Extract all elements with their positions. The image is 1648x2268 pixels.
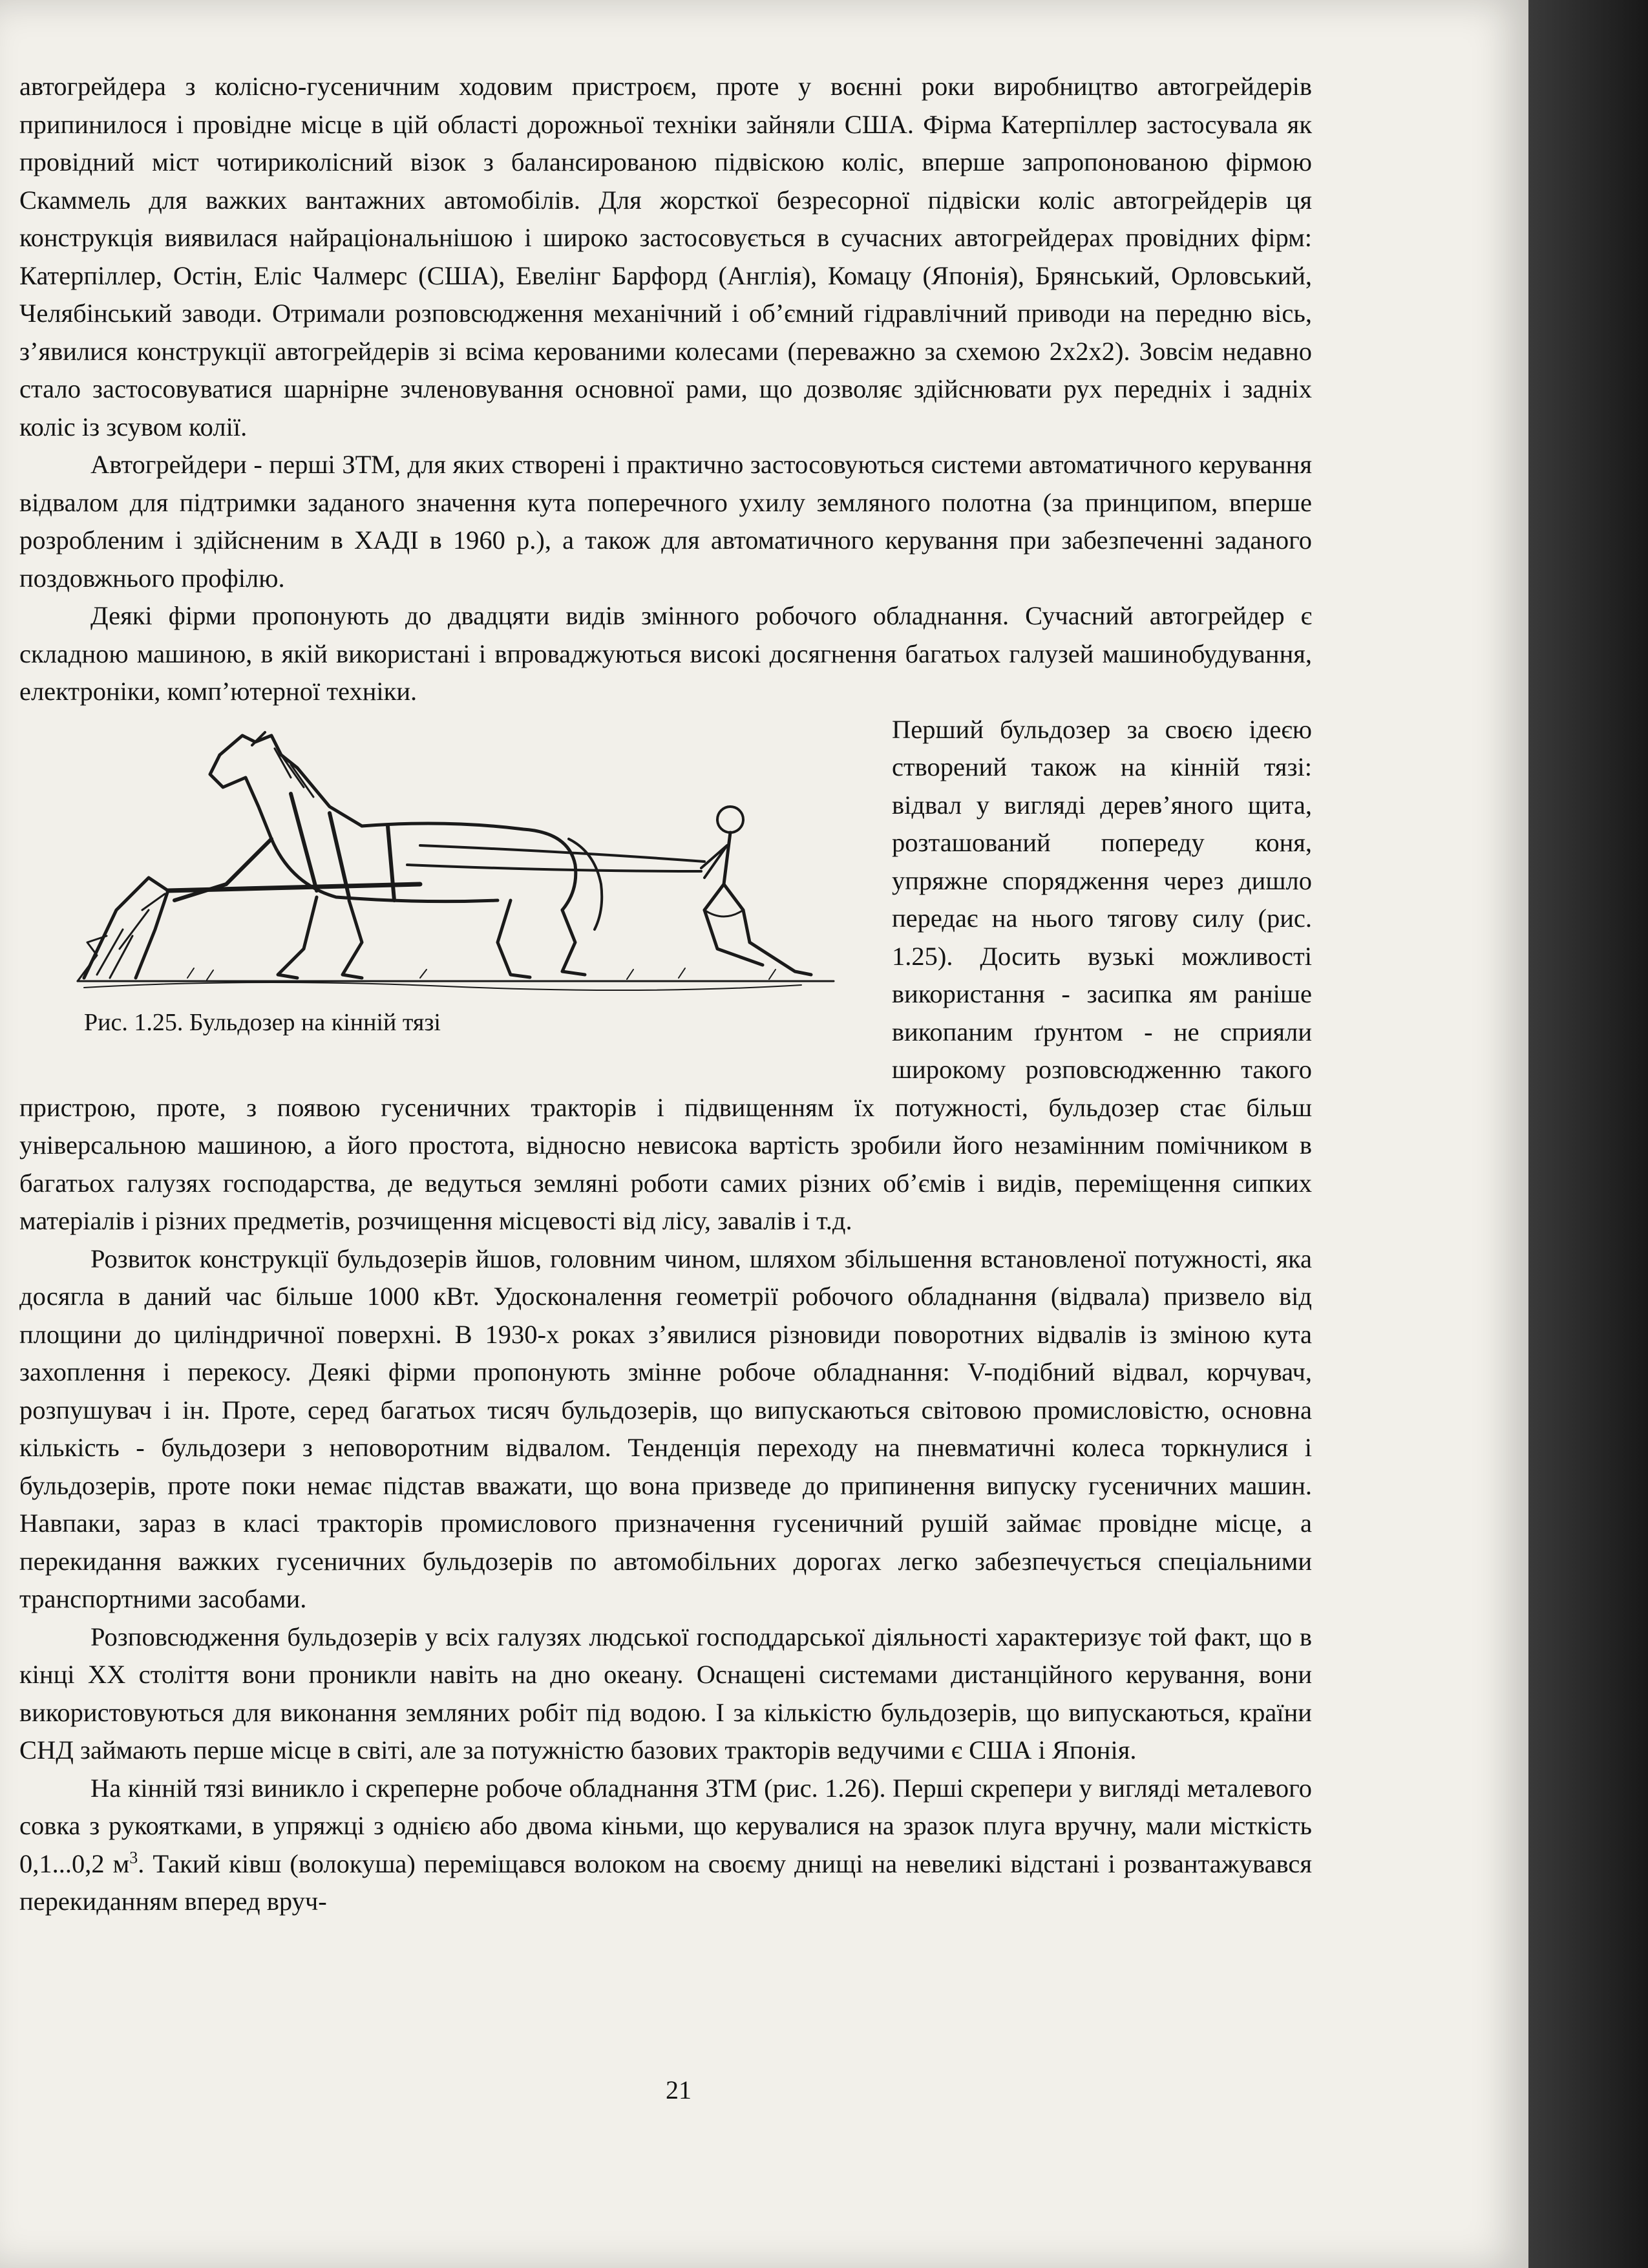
paragraph-6: Розповсюдження бульдозерів у всіх галузях людської господдарської діяльності характеризує той факт, що в кінці XX століття вони проникли навіть на дно океану. Оснащені системами дистанційного керування, вони використовуються для виконання земляних робіт під водою. І за кількістю бульдозерів, що випускаються, країни СНД займають перше місце в світі, але за потужністю базових тракторів ведучими є США і Японія. — [19, 1622, 1312, 1765]
page-number: 21 — [666, 2075, 692, 2104]
cubic-superscript: 3 — [129, 1848, 138, 1867]
paragraph-7-start: На кінній тязі виникло і скреперне робоче обладнання ЗТМ (рис. 1.26). Перші скрепери у вигляді металевого совка з рукоятками, в упряжці з однією або двома кіньми, що керувалися на зразок плуга вручну, мали місткість 0,1...0,2 м — [19, 1773, 1312, 1878]
figure-1-25 — [19, 716, 866, 1052]
paragraph-1: автогрейдера з колісно-гусеничним ходовим пристроєм, проте у воєнні роки виробництво автогрейдерів припинилося і провідне місце в цій області дорожньої техніки зайняли США. Фірма Катерпіллер застосувала як провідний міст чотириколісний візок з балансированою підвіскою коліс, вперше запропонованою фірмою Скаммель для важких вантажних автомобілів. Для жорсткої безресорної підвіски коліс автогрейдерів ця конструкція виявилася найраціональнішою і широко застосовується в сучасних автогрейдерах провідних фірм: Катерпіллер, Остін, Еліс Чалмерс (США), Евелінг Барфорд (Англія), Комацу (Японія), Брянський, Орловський, Челябінський заводи. Отримали розповсюдження механічний і об’ємний гідравлічний приводи на передню вісь, з’явилися конструкції автогрейдерів зі всіма керованими колесами (переважно за схемою 2х2х2). Зовсім недавно стало застосовуватися шарнірне зчленовування основної рами, що дозволяє здійснювати рух передніх і задніх коліс із зсувом колії. — [19, 72, 1312, 441]
paragraph-5: Розвиток конструкції бульдозерів йшов, головним чином, шляхом збільшення встановленої потужності, яка досягла в даний час більше 1000 кВт. Удосконалення геометрії робочого обладнання (відвала) призвело від площини до циліндричної поверхні. В 1930-х роках з’явилися різновиди поворотних відвалів із зміною кута захоплення і перекосу. Деякі фірми пропонують змінне робоче обладнання: V-подібний відвал, корчувач, розпушувач і ін. Проте, серед багатьох тисяч бульдозерів, що випускаються світовою промисловістю, основна кількість - бульдозери з неповоротним відвалом. Тенденція переходу на пневматичні колеса торкнулися і бульдозерів, проте поки немає підстав вважати, що вона призведе до припинення випуску гусеничних машин. Навпаки, зараз в класі тракторів промислового призначення гусеничний рушій займає провідне місце, а перекидання важких гусеничних бульдозерів по автомобільних дорогах легко забезпечується спеціальними транспортними засобами. — [19, 1244, 1312, 1613]
paragraph-4: Перший бульдозер за своєю ідеєю створений також на кінній тязі: відвал у вигляді дерев’яного щита, розташований попереду коня, упряжне спорядження через дишло передає на нього тягову силу (рис. 1.25). Досить вузькі можливості використання - засипка ям раніше викопаним ґрунтом - не сприяли широкому розповсюдженню такого пристрою, проте, з появою гусеничних тракторів і підвищенням їх потужності, бульдозер стає більш універсальною машиною, а його простота, відносно невисока вартість зробили його незамінним помічником в багатьох галузях господарства, де ведуться земляні роботи самих різних об’ємів і видів, переміщення сипких матеріалів і різних предметів, розчищення місцевості від лісу, завалів і т.д. — [19, 714, 1312, 1235]
body-text — [19, 68, 1312, 1921]
horse-bulldozer-illustration — [58, 716, 853, 1001]
paragraph-7-end: . Такий ківш (волокуша) переміщався волоком на своєму днищі на невеликі відстані і розвантажувався перекиданням вперед вруч- — [19, 1849, 1312, 1916]
scanner-edge — [1528, 0, 1648, 2268]
paragraph-3: Деякі фірми пропонують до двадцяти видів змінного робочого обладнання. Сучасний автогрейдер є складною машиною, в якій використані і впроваджуються високі досягнення багатьох галузей машинобудування, електроніки, комп’ютерної техніки. — [19, 601, 1312, 706]
paragraph-2: Автогрейдери - перші ЗТМ, для яких створені і практично застосовуються системи автоматичного керування відвалом для підтримки заданого значення кута поперечного ухилу земляного полотна (за принципом, вперше розробленим і здійсненим в ХАДІ в 1960 р.), а також для автоматичного керування при забезпеченні заданого поздовжнього профілю. — [19, 450, 1312, 593]
paragraph-7 — [19, 1770, 1312, 1921]
figure-caption: Рис. 1.25. Бульдозер на кінній тязі — [84, 1008, 441, 1036]
